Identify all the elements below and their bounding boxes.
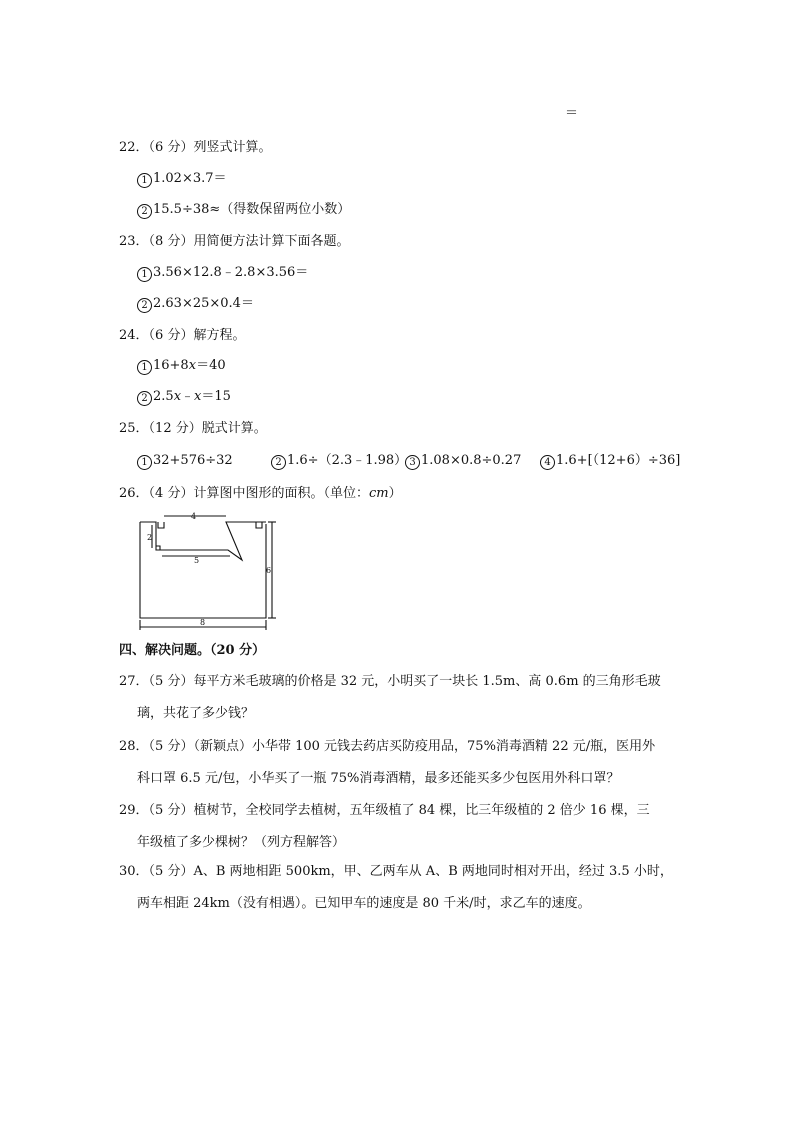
q27-line-1: 27．（5 分）每平方米毛玻璃的价格是 32 元，小明买了一块长 1.5m、高 0.6m 的三角形毛玻: [119, 674, 661, 689]
q30: [119, 856, 681, 920]
equation-part: 16+8: [153, 358, 189, 373]
circled-number: 1: [137, 173, 152, 188]
q25-item-3-text: 1.08×0.8÷0.27: [421, 453, 522, 468]
q24-item-1: [137, 358, 226, 375]
q26-header-close: ）: [388, 486, 402, 501]
circled-number: 1: [137, 267, 152, 282]
q23-item-2: [137, 296, 254, 313]
q25-header: 25．（12 分）脱式计算。: [119, 421, 267, 436]
q22-item-1-text: 1.02×3.7＝: [153, 171, 227, 186]
figure-outline: [140, 522, 266, 618]
q22-header: 22．（6 分）列竖式计算。: [119, 140, 272, 155]
circled-number: 2: [137, 391, 152, 406]
q23-item-1-text: 3.56×12.8﹣2.8×3.56＝: [153, 265, 309, 280]
q25-item-2: [271, 453, 407, 470]
circled-number: 3: [405, 455, 420, 470]
q29-line-1: 29．（5 分）植树节，全校同学去植树，五年级植了 84 棵，比三年级植的 2 倍少 16 棵，三: [119, 803, 650, 818]
equation-part: ＝40: [196, 358, 226, 373]
label-bottom: 8: [200, 618, 206, 627]
circled-number: 4: [540, 455, 555, 470]
right-angle-mark: [156, 546, 160, 550]
variable-x: x: [194, 389, 202, 404]
q25-item-3: [405, 453, 521, 470]
circled-number: 1: [137, 455, 152, 470]
equation-part: 2.5: [153, 389, 174, 404]
q23-header: 23．（8 分）用简便方法计算下面各题。: [119, 234, 350, 249]
right-angle-mark: [256, 522, 262, 528]
circled-number: 2: [271, 455, 286, 470]
right-angle-mark: [158, 522, 164, 528]
q30-line-1: 30．（5 分）A、B 两地相距 500km，甲、乙两车从 A、B 两地同时相对开出，经过 3.5 小时，: [119, 864, 673, 879]
equation-part: ＝15: [201, 389, 231, 404]
label-left: 2: [147, 533, 153, 542]
section-4-title: 四、解决问题。（20 分）: [119, 643, 266, 658]
variable-x: x: [188, 358, 197, 373]
q22-item-2-text: 15.5÷38≈（得数保留两位小数）: [153, 202, 351, 217]
q25-item-4: [540, 453, 680, 470]
circled-number: 2: [137, 204, 152, 219]
q27-line-2: 璃，共花了多少钱？: [137, 706, 255, 721]
q28-line-2: 科口罩 6.5 元/包，小华买了一瓶 75%消毒酒精，最多还能买多少包医用外科口罩？: [137, 771, 620, 786]
q27: [119, 666, 681, 730]
q24-item-2: [137, 389, 231, 406]
q24-header: 24．（6 分）解方程。: [119, 328, 246, 343]
label-inner: 5: [194, 556, 200, 565]
q30-line-2: 两车相距 24km（没有相遇）。已知甲车的速度是 80 千米/时，求乙车的速度。: [137, 896, 591, 911]
q26-figure: [130, 510, 280, 635]
q29: [119, 795, 681, 859]
q26-unit: cm: [368, 486, 389, 501]
trailing-equal-sign: ＝: [565, 106, 579, 121]
q28-line-1: 28．（5 分）（新颖点）小华带 100 元钱去药店买防疫用品，75%消毒酒精 22 元/瓶，医用外: [119, 739, 656, 754]
q22-item-2: [137, 202, 350, 219]
circled-number: 1: [137, 360, 152, 375]
equation-part: ﹣: [181, 389, 195, 404]
q25-items-row: [0, 453, 794, 469]
q29-line-2: 年级植了多少棵树？（列方程解答）: [137, 835, 346, 850]
label-right: 6: [266, 566, 272, 575]
q23-item-2-text: 2.63×25×0.4＝: [153, 296, 254, 311]
q25-item-2-text: 1.6÷（2.3﹣1.98）: [287, 453, 408, 468]
q22-item-1: [137, 171, 227, 188]
q25-item-1: [137, 453, 233, 470]
q26-header-text: 26．（4 分）计算图中图形的面积。（单位：: [119, 486, 369, 501]
circled-number: 2: [137, 298, 152, 313]
q23-item-1: [137, 265, 308, 282]
q25-item-4-text: 1.6+[（12+6）÷36]: [556, 453, 681, 468]
label-top: 4: [191, 512, 197, 521]
q25-item-1-text: 32+576÷32: [153, 453, 233, 468]
variable-x: x: [173, 389, 182, 404]
q28: [119, 731, 681, 795]
q26-header: [119, 486, 402, 502]
